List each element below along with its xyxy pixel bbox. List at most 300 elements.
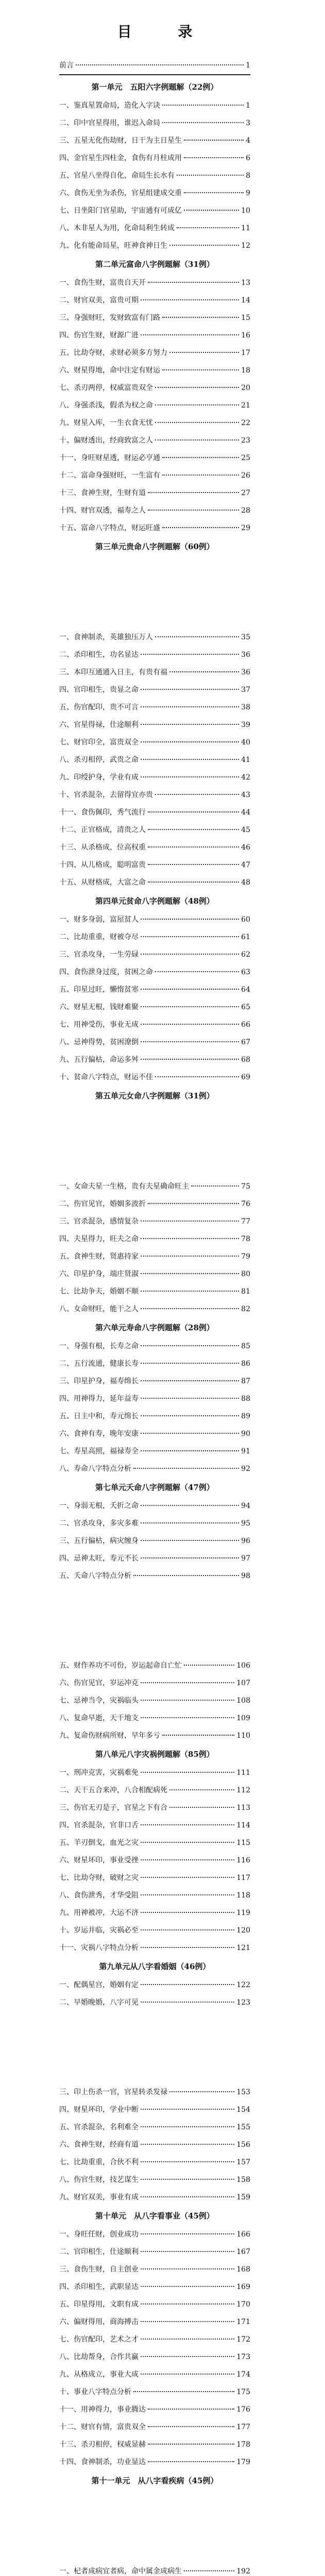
page-number: 1 (246, 101, 250, 110)
toc-entry[interactable] (59, 1657, 250, 1674)
entry-title: 四、食伤泄身过度，贫困之命 (59, 968, 153, 976)
entry-title: 五、印星过旺，懒惰贫寒 (59, 986, 139, 994)
toc-entry[interactable] (59, 664, 250, 681)
section-heading: 第十单元 从八字看事业（45例） (95, 2211, 214, 2221)
dot-leader (141, 1557, 239, 1558)
dot-leader (141, 936, 239, 937)
dot-leader (148, 864, 239, 865)
entry-title: 四、官印相生，贵显之命 (59, 686, 139, 694)
toc-entry[interactable] (59, 1195, 250, 1213)
toc-entry[interactable] (59, 449, 250, 467)
page-number: 79 (241, 1252, 250, 1261)
toc-entry[interactable] (59, 1443, 250, 1460)
page-number: 166 (236, 2230, 250, 2239)
dot-leader (162, 527, 239, 528)
entry-title: 七、日坐阳门官星助，宇宙通有可成亿 (59, 207, 182, 215)
toc-entry[interactable] (59, 202, 250, 219)
toc-entry[interactable] (59, 2136, 250, 2154)
dot-leader (141, 1256, 239, 1257)
dot-leader (141, 1041, 239, 1042)
toc-entry[interactable] (59, 114, 250, 132)
dot-leader (155, 794, 239, 795)
dot-leader (148, 2461, 234, 2462)
dot-leader (162, 1735, 234, 1736)
page-number: 48 (241, 878, 250, 887)
dot-leader (155, 404, 239, 405)
page-number: 75 (241, 1182, 250, 1191)
section-heading: 第六单元寿命八字例题解（28例） (95, 1323, 214, 1332)
entry-title: 三、五行偏枯，病灾缠身 (59, 1537, 139, 1545)
dot-leader (141, 1540, 239, 1541)
toc-entry[interactable] (59, 414, 250, 432)
toc-entry[interactable] (59, 149, 250, 167)
page-number: 78 (241, 1235, 250, 1243)
entry-title: 十三、食神生财，生财有道 (59, 489, 146, 497)
dot-leader (184, 1665, 234, 1666)
dot-leader (141, 1700, 234, 1701)
page-number: 68 (241, 1056, 250, 1064)
toc-entry[interactable] (59, 1709, 250, 1727)
dot-leader (141, 1824, 234, 1825)
dot-leader (148, 492, 239, 493)
entry-title: 九、用神被冲，大运不济 (59, 1909, 139, 1917)
page-number: 46 (241, 843, 250, 852)
dot-leader (141, 1984, 234, 1985)
toc-entry[interactable] (59, 1869, 250, 1887)
toc-entry[interactable] (59, 821, 250, 839)
page-number: 119 (236, 1909, 250, 1917)
entry-title: 八、食伤泄秀，才华受阻 (59, 1891, 139, 1900)
toc-entry[interactable] (59, 2226, 250, 2243)
toc-entry[interactable] (59, 1033, 250, 1051)
toc-entry[interactable] (59, 1939, 250, 1957)
section-heading: 第八单元八字灾祸例题解（85例） (95, 1750, 214, 1759)
toc-entry[interactable] (59, 2189, 250, 2206)
toc-entry[interactable] (59, 1213, 250, 1230)
page-number: 112 (236, 1786, 250, 1794)
toc-entry[interactable] (59, 2453, 250, 2471)
page-separator (0, 2032, 325, 2063)
dot-leader (141, 689, 239, 690)
toc-entry[interactable] (59, 1550, 250, 1567)
entry-title: 十一、灾祸八字特点分析 (59, 1944, 139, 1952)
dot-leader (148, 510, 239, 511)
page-number: 76 (241, 1200, 250, 1208)
toc-entry[interactable] (59, 57, 250, 74)
dot-leader (141, 1380, 239, 1381)
toc-entry[interactable] (59, 1355, 250, 1372)
toc-entry[interactable] (59, 1372, 250, 1390)
dot-leader (141, 2321, 234, 2322)
entry-title: 九、五行偏枯，命运多舛 (59, 1056, 139, 1064)
toc-entry[interactable] (59, 2366, 250, 2383)
page-number: 123 (236, 1998, 250, 2007)
toc-entry[interactable] (59, 2436, 250, 2453)
page-number: 38 (241, 703, 250, 711)
page-number: 66 (241, 1021, 250, 1029)
toc-entry[interactable] (59, 1051, 250, 1069)
dot-leader (141, 1450, 239, 1451)
page-number: 13 (241, 279, 250, 287)
toc-entry[interactable] (59, 184, 250, 202)
dot-leader (141, 2179, 234, 2180)
entry-title: 十四、食神制杀，功业显达 (59, 2458, 146, 2466)
dot-leader (141, 1682, 234, 1683)
dot-leader (162, 369, 239, 370)
toc-entry[interactable] (59, 1764, 250, 1782)
entry-title: 四、用神得力，延年益寿 (59, 1395, 139, 1403)
dot-leader (141, 1877, 234, 1878)
dot-leader (148, 1203, 239, 1204)
page-number: 27 (241, 489, 250, 497)
page-number: 87 (241, 1377, 250, 1385)
entry-title: 四、官杀混杂，官非口舌 (59, 1821, 139, 1829)
page-number: 94 (241, 1502, 250, 1510)
toc-entry[interactable] (59, 1497, 250, 1515)
toc-entry[interactable] (59, 1460, 250, 1478)
page-number: 167 (236, 2248, 250, 2256)
entry-title: 前言 (59, 61, 74, 70)
entry-title: 二、官印相生，仕途顺利 (59, 2248, 139, 2256)
entry-title: 一、杞者成病宜者病，命中属金成病生 (59, 2567, 182, 2575)
entry-title: 二、官杀攻身，多灾多难 (59, 1519, 139, 1528)
toc-entry[interactable] (59, 1515, 250, 1532)
dot-leader (162, 105, 244, 106)
entry-title: 六、财星得地，命中注定有财运 (59, 366, 160, 375)
toc-entry[interactable] (59, 1265, 250, 1283)
toc-entry[interactable] (59, 1178, 250, 1195)
dot-leader (162, 474, 239, 476)
dot-leader (184, 210, 239, 211)
dot-leader (141, 2109, 234, 2110)
toc-entry[interactable] (59, 2243, 250, 2261)
toc-entry[interactable] (59, 2083, 250, 2101)
toc-entry[interactable] (59, 362, 250, 379)
dot-leader (141, 2233, 234, 2234)
page-number: 91 (241, 1447, 250, 1455)
toc-entry[interactable] (59, 2331, 250, 2348)
toc-entry[interactable] (59, 699, 250, 716)
dot-leader (141, 1345, 239, 1346)
toc-entry[interactable] (59, 629, 250, 646)
page-number: 45 (241, 826, 250, 834)
dot-leader (141, 706, 239, 707)
page-number: 44 (241, 808, 250, 817)
entry-title: 一、鉴真星置命局，造化入字诀 (59, 101, 160, 110)
page-number: 22 (241, 419, 250, 427)
toc-entry[interactable] (59, 1567, 250, 1585)
entry-title: 十、事业八字特点分析 (59, 2388, 131, 2396)
entry-title: 七、财官印全，富贵双全 (59, 738, 139, 747)
page-number: 168 (236, 2265, 250, 2274)
toc-entry[interactable] (59, 769, 250, 786)
dot-leader (169, 1789, 234, 1790)
entry-title: 一、身强有根，长寿之命 (59, 1342, 139, 1350)
toc-entry[interactable] (59, 2296, 250, 2313)
dot-leader (155, 636, 239, 637)
entry-title: 八、伤官生财，技艺谋生 (59, 2176, 139, 2184)
toc-entry[interactable] (59, 1834, 250, 1852)
entry-title: 十、官杀混杂，去留得宜亦贵 (59, 791, 153, 799)
toc-entry[interactable] (59, 874, 250, 891)
dot-leader (177, 227, 239, 228)
toc-entry[interactable] (59, 379, 250, 397)
page-number: 178 (236, 2441, 250, 2449)
dot-leader (184, 192, 244, 193)
page-number: 28 (241, 506, 250, 515)
entry-title: 十、岁运并临，灾祸必至 (59, 1926, 139, 1935)
entry-title: 十二、正官格成，清贵之人 (59, 826, 146, 834)
toc-entry[interactable] (59, 1230, 250, 1248)
entry-title: 三、五星无化伤劫财，日干为主日星生 (59, 137, 182, 145)
dot-leader (155, 439, 239, 440)
entry-title: 二、财官双美，富贵可期 (59, 296, 139, 304)
entry-title: 十五、从财格成，大富之命 (59, 878, 146, 887)
toc-entry[interactable] (59, 2418, 250, 2436)
toc-entry[interactable] (59, 2383, 250, 2401)
page-number: 98 (241, 1572, 250, 1580)
page-number: 113 (236, 1804, 250, 1812)
page-separator (0, 2511, 325, 2542)
toc-entry[interactable] (59, 1782, 250, 1799)
toc-entry[interactable] (59, 167, 250, 184)
entry-title: 五、官杀混杂，名利难全 (59, 2123, 139, 2131)
dot-leader (169, 245, 239, 246)
dot-leader (141, 1059, 239, 1060)
page-number: 29 (241, 524, 250, 532)
entry-title: 九、财星入库，一生衣食无忧 (59, 419, 153, 427)
toc-entry[interactable] (59, 484, 250, 502)
toc-entry[interactable] (59, 2119, 250, 2136)
toc-entry[interactable] (59, 1425, 250, 1443)
toc-entry[interactable] (59, 1069, 250, 1086)
section-heading: 第七单元夭命八字例题解（47例） (95, 1483, 214, 1492)
page-number: 6 (246, 154, 250, 162)
dot-leader (148, 2426, 234, 2427)
page-number: 192 (236, 2567, 250, 2575)
toc-entry[interactable] (59, 292, 250, 309)
toc-entry[interactable] (59, 1674, 250, 1692)
entry-title: 五、官星八坐得自化，命局生长水有 (59, 172, 175, 180)
toc-page (0, 2542, 325, 2576)
dot-leader (141, 1308, 239, 1309)
toc-entry[interactable] (59, 2563, 250, 2576)
entry-title: 十一、身旺财星透，财运必亨通 (59, 454, 160, 462)
dot-leader (141, 1772, 234, 1773)
entry-title: 五、比劫夺财，求财必须多方努力 (59, 349, 167, 357)
dot-leader (141, 2374, 234, 2375)
toc-entry[interactable] (59, 946, 250, 963)
page-number: 16 (241, 331, 250, 340)
toc-entry[interactable] (59, 519, 250, 537)
toc-entry[interactable] (59, 2278, 250, 2296)
toc-entry[interactable] (59, 1408, 250, 1425)
entry-title: 六、财星无根，钱财难聚 (59, 1003, 139, 1011)
entry-title: 十三、杀刃相停，权威显赫 (59, 2441, 146, 2449)
dot-leader (169, 352, 239, 353)
dot-leader (141, 1947, 234, 1948)
dot-leader (162, 457, 239, 458)
page-number: 114 (236, 1821, 250, 1829)
toc-entry[interactable] (59, 309, 250, 327)
page-number: 171 (236, 2318, 250, 2326)
toc-entry[interactable] (59, 734, 250, 751)
page-number: 120 (236, 1926, 250, 1935)
page-number: 86 (241, 1360, 250, 1368)
toc-entry[interactable] (59, 1922, 250, 1939)
page-number: 90 (241, 1430, 250, 1438)
entry-title: 六、伤官见官，岁运冲克 (59, 1679, 139, 1687)
entry-title: 一、配偶星宫，婚姻有定 (59, 1981, 139, 1989)
entry-title: 一、女命夫星一生格，贵有夫星确命旺主 (59, 1182, 189, 1191)
dot-leader (169, 671, 239, 672)
dot-leader (141, 334, 239, 335)
toc-entry[interactable] (59, 1727, 250, 1744)
entry-title: 十二、财官有情，富贵双全 (59, 2423, 146, 2431)
page-number: 80 (241, 1270, 250, 1278)
page-number: 177 (236, 2423, 250, 2431)
dot-leader (141, 1006, 239, 1007)
page-number: 169 (236, 2283, 250, 2291)
toc-entry[interactable] (59, 219, 250, 237)
dot-leader (141, 299, 239, 300)
page-number: 25 (241, 454, 250, 462)
entry-title: 六、官星得禄，仕途顺利 (59, 721, 139, 729)
toc-entry[interactable] (59, 1994, 250, 2011)
toc-entry[interactable] (59, 646, 250, 664)
toc-entry[interactable] (59, 1300, 250, 1318)
page-number: 20 (241, 384, 250, 392)
dot-leader (141, 1273, 239, 1274)
toc-entry[interactable] (59, 2154, 250, 2171)
dot-leader (141, 1433, 239, 1434)
toc-entry[interactable] (59, 2101, 250, 2119)
dot-leader (141, 1505, 239, 1506)
entry-title: 二、比劫重重，财被夺尽 (59, 933, 139, 941)
dot-leader (141, 2268, 234, 2269)
entry-title: 一、财多身弱，富屋贫人 (59, 916, 139, 924)
page-number: 43 (241, 791, 250, 799)
toc-entry[interactable] (59, 839, 250, 856)
entry-title: 三、本印互通通入日主，有贵有福 (59, 668, 167, 676)
toc-entry[interactable] (59, 998, 250, 1016)
toc-entry[interactable] (59, 856, 250, 874)
entry-title: 六、财星坏印，事业受挫 (59, 1856, 139, 1865)
entry-title: 十、贫命八字特点，财运不佳 (59, 1073, 153, 1081)
toc-entry[interactable] (59, 502, 250, 519)
toc-entry[interactable] (59, 1904, 250, 1922)
page-number: 92 (241, 1465, 250, 1473)
entry-title: 八、寿命八字特点分析 (59, 1465, 131, 1473)
entry-title: 七、比劫夺财，破财之灾 (59, 1874, 139, 1882)
page-number: 4 (246, 137, 250, 145)
entry-title: 五、食神生财，贤惠持家 (59, 1252, 139, 1261)
toc-entry[interactable] (59, 432, 250, 449)
toc-entry[interactable] (59, 751, 250, 769)
dot-leader (141, 759, 239, 760)
entry-title: 八、女命财旺，能干之人 (59, 1305, 139, 1313)
toc-entry[interactable] (59, 2348, 250, 2366)
toc-entry[interactable] (59, 1532, 250, 1550)
section-heading: 第十一单元 从八字看疾病（45例） (91, 2476, 218, 2485)
dot-leader (141, 1221, 239, 1222)
dot-leader (141, 2144, 234, 2145)
dot-leader (141, 2286, 234, 2287)
toc-entry[interactable] (59, 132, 250, 149)
toc-entry[interactable] (59, 2313, 250, 2331)
toc-entry[interactable] (59, 1390, 250, 1408)
toc-entry[interactable] (59, 1852, 250, 1869)
toc-entry[interactable] (59, 928, 250, 946)
entry-title: 五、伤官配印，贵不可言 (59, 703, 139, 711)
page-number: 10 (241, 207, 250, 215)
entry-title: 十、偏财透出，经商致富之人 (59, 436, 153, 445)
toc-entry[interactable] (59, 274, 250, 292)
entry-title: 一、食伤生财，富贵自天开 (59, 279, 146, 287)
page-number: 109 (236, 1714, 250, 1722)
page-number: 61 (241, 933, 250, 941)
toc-entry[interactable] (59, 237, 250, 255)
entry-title: 七、用神受伤，事业无成 (59, 1021, 139, 1029)
dot-leader (141, 2251, 234, 2252)
toc-entry[interactable] (59, 1248, 250, 1265)
toc-entry[interactable] (59, 397, 250, 414)
toc-entry[interactable] (59, 97, 250, 114)
dot-leader (148, 829, 239, 830)
page-number: 39 (241, 721, 250, 729)
toc-entry[interactable] (59, 786, 250, 804)
toc-entry[interactable] (59, 716, 250, 734)
entry-title: 四、伤官生财，财源广进 (59, 331, 139, 340)
entry-title: 三、伤官无刃是子，官星之下有合 (59, 1804, 167, 1812)
toc-entry[interactable] (59, 2401, 250, 2418)
entry-title: 六、偏财得用，商海搏击 (59, 2318, 139, 2326)
toc-entry[interactable] (59, 344, 250, 362)
toc-entry[interactable] (59, 2261, 250, 2278)
entry-title: 四、财星坏印，学业中断 (59, 2106, 139, 2114)
toc-entry[interactable] (59, 1799, 250, 1817)
toc-entry[interactable] (59, 681, 250, 699)
toc-entry[interactable] (59, 1976, 250, 1994)
toc-entry[interactable] (59, 911, 250, 928)
toc-entry[interactable] (59, 467, 250, 484)
toc-entry[interactable] (59, 1887, 250, 1904)
page-number: 63 (241, 968, 250, 976)
entry-title: 一、食神制杀，英雄独压万人 (59, 633, 153, 641)
dot-leader (148, 882, 239, 883)
toc-entry[interactable] (59, 1337, 250, 1355)
dot-leader (141, 2002, 234, 2003)
toc-entry[interactable] (59, 1016, 250, 1033)
toc-entry[interactable] (59, 1692, 250, 1709)
toc-entry[interactable] (59, 327, 250, 344)
toc-entry[interactable] (59, 2171, 250, 2189)
entry-title: 二、早婚晚婚，八字可见 (59, 1998, 139, 2007)
toc-entry[interactable] (59, 981, 250, 998)
section-heading: 第一单元 五阳六字例题解（22例） (91, 82, 218, 92)
page-number: 18 (241, 366, 250, 375)
dot-leader (141, 1291, 239, 1292)
dot-leader (141, 1894, 234, 1895)
dot-leader (141, 2126, 234, 2127)
dot-leader (155, 422, 239, 423)
dot-leader (148, 2409, 234, 2410)
toc-entry[interactable] (59, 804, 250, 821)
toc-entry[interactable] (59, 963, 250, 981)
toc-entry[interactable] (59, 1817, 250, 1834)
toc-entry[interactable] (59, 1283, 250, 1300)
dot-leader (76, 64, 244, 65)
